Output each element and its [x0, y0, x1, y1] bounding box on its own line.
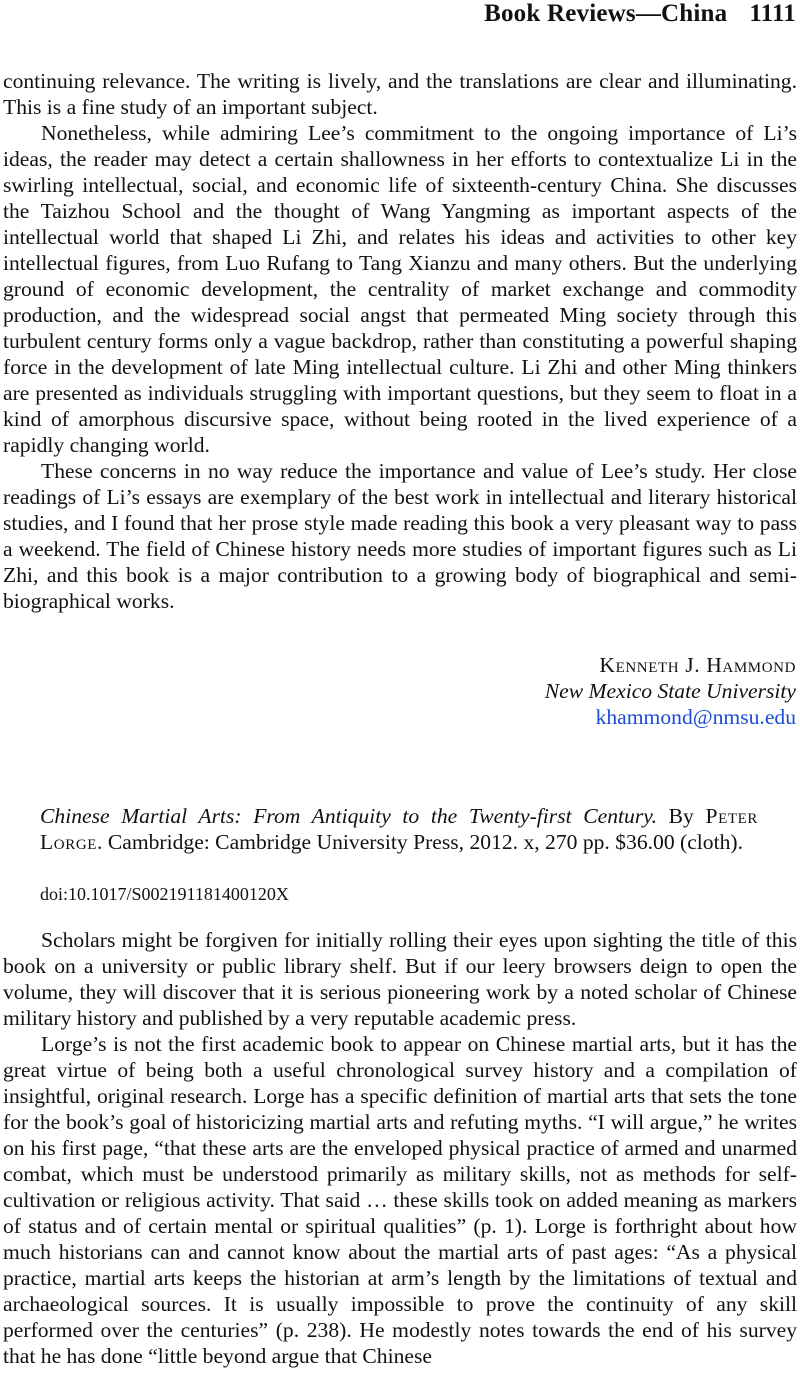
book-title: Chinese Martial Arts: From Antiquity to the Twenty-first Century.: [40, 804, 658, 828]
paragraph: These concerns in no way reduce the importance and value of Lee’s study. Her close readings of Li’s essays are exemplary of the best work in intellectual and literary historical studies, and I found that her prose style made reading this book a very pleasant way to pass a weekend. The field of Chinese history needs more studies of important figures such as Li Zhi, and this book is a major contribution to a growing body of biographical and semi-biographical works.: [3, 459, 797, 613]
paragraph: Lorge’s is not the first academic book to appear on Chinese martial arts, but it has the great virtue of being both a useful chronological survey history and a compilation of insightful, original research. Lorge has a specific definition of martial arts that sets the tone for the book’s goal of historicizing martial arts and refuting myths. “I will argue,” he writes on his first page, “that these arts are the enveloped physical practice of armed and unarmed combat, which must be understood primarily as military skills, not as methods for self-cultivation or religious activity. That said … these skills took on added meaning as markers of status and of certain mental or spiritual qualities” (p. 1). Lorge is forthright about how much historians can and cannot know about the martial arts of past ages: “As a physical practice, martial arts keeps the historian at arm’s length by the limitations of textual and archaeological sources. It is usually impossible to prove the continuity of any skill performed over the centuries” (p. 238). He modestly notes towards the end of his survey that he has done “little beyond argue that Chinese: [3, 1032, 797, 1368]
reviewer-name: Kenneth J. Hammond: [599, 653, 796, 677]
doi: doi:10.1017/S002191181400120X: [40, 884, 289, 904]
page-number: 1111: [749, 0, 796, 27]
paragraph: continuing relevance. The writing is lively, and the translations are clear and illuminating. This is a fine study of an important subject.: [3, 69, 797, 119]
paragraph: Scholars might be forgiven for initially rolling their eyes upon sighting the title of this book on a university or public library shelf. But if our leery browsers deign to open the volume, they will discover that it is serious pioneering work by a noted scholar of Chinese military history and published by a very reputable academic press.: [3, 928, 797, 1030]
book-citation: [40, 803, 758, 855]
running-header: [484, 0, 796, 28]
book-author: Peter Lorge: [40, 804, 758, 854]
review-1-body: [3, 68, 797, 614]
reviewer-institution: New Mexico State University: [544, 679, 796, 703]
by-label: By: [668, 804, 694, 828]
review-2-body: [3, 927, 797, 1369]
reviewer-signature: [545, 652, 796, 730]
reviewer-email-link[interactable]: khammond@nmsu.edu: [595, 705, 796, 729]
running-title: Book Reviews—China: [484, 0, 728, 27]
paragraph: Nonetheless, while admiring Lee’s commitment to the ongoing importance of Li’s ideas, the reader may detect a certain shallowness in her efforts to contextualize Li in the swirling intellectual, social, and economic life of sixteenth-century China. She discusses the Taizhou School and the thought of Wang Yangming as important aspects of the intellectual world that shaped Li Zhi, and relates his ideas and activities to other key intellectual figures, from Luo Rufang to Tang Xianzu and many others. But the underlying ground of economic development, the centrality of market exchange and commodity production, and the widespread social angst that permeated Ming society through this turbulent century forms only a vague backdrop, rather than constituting a powerful shaping force in the development of late Ming intellectual culture. Li Zhi and other Ming thinkers are presented as individuals struggling with important questions, but they seem to float in a kind of amorphous discursive space, without being rooted in the lived experience of a rapidly changing world.: [3, 121, 797, 457]
publication-details: . Cambridge: Cambridge University Press, 2012. x, 270 pp. $36.00 (cloth).: [97, 830, 743, 854]
